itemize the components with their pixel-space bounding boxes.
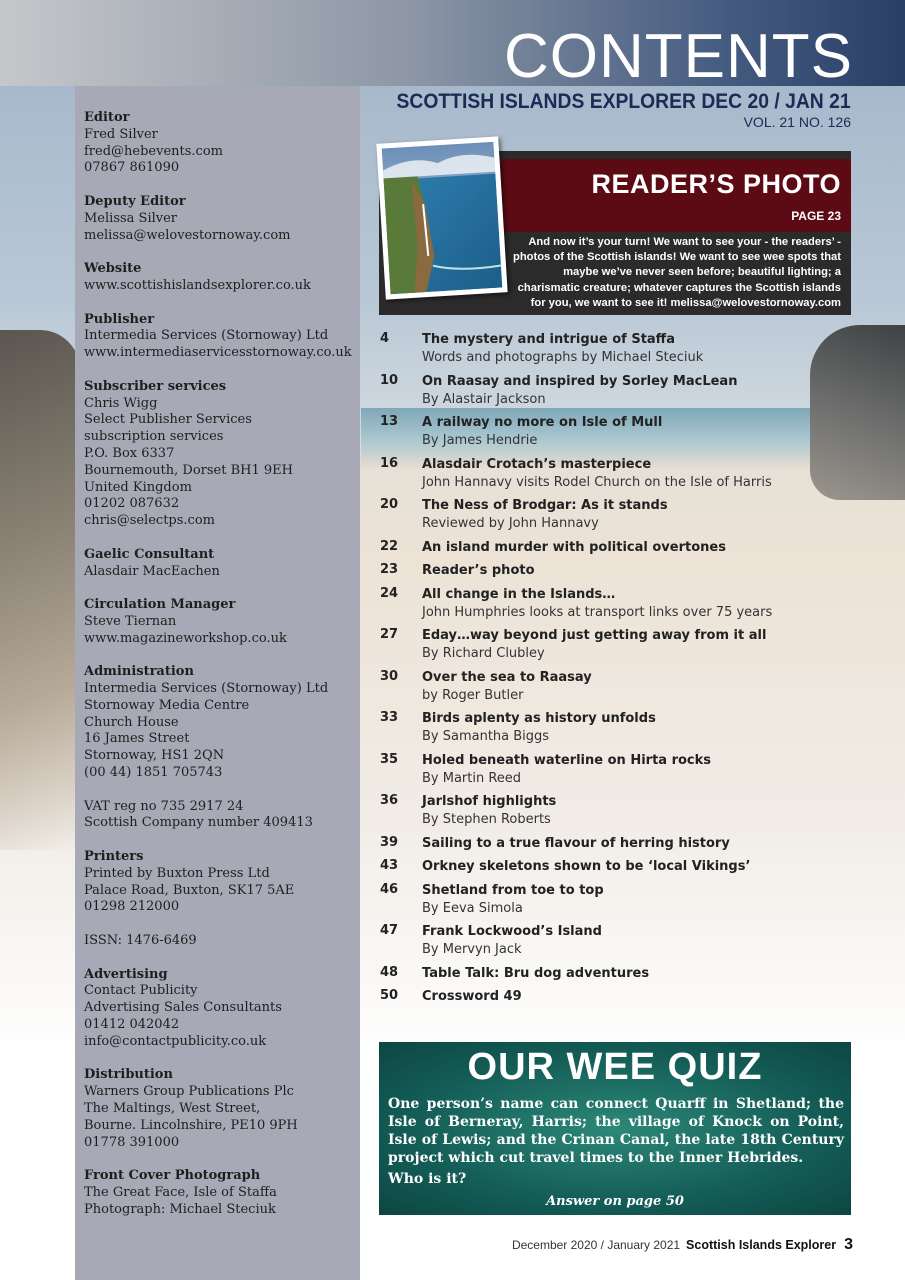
toc-title: Orkney skeletons shown to be ‘local Vikings’ — [422, 859, 751, 874]
masthead-heading: Circulation Manager — [84, 597, 236, 613]
masthead-line: fred@hebevents.com — [84, 143, 223, 159]
toc-title: Birds aplenty as history unfolds — [422, 711, 656, 726]
toc-page-number: 10 — [380, 372, 399, 388]
masthead-line: Alasdair MacEachen — [84, 563, 220, 579]
masthead-line: Printed by Buxton Press Ltd — [84, 865, 270, 881]
toc-entry — [380, 586, 850, 622]
toc-entry — [380, 752, 850, 788]
toc-title: The Ness of Brodgar: As it stands — [422, 498, 668, 513]
toc-entry — [380, 858, 850, 876]
toc-title: Eday…way beyond just getting away from it all — [422, 628, 767, 643]
masthead-line: Steve Tiernan — [84, 613, 177, 629]
masthead-list — [84, 110, 354, 1235]
masthead-block — [84, 799, 354, 833]
readers-photo-banner — [501, 159, 851, 232]
toc-title: Table Talk: Bru dog adventures — [422, 965, 650, 981]
toc-entry — [380, 497, 850, 533]
masthead-line: Bournemouth, Dorset BH1 9EH — [84, 462, 293, 478]
quiz-text: One person’s name can connect Quarff in Shetland; the Isle of Berneray, Harris; the village of Knock on Point, Isle of Lewis; and the Crinan Canal, the late 18th Century project which cut travel times to the Inner Hebrides. — [388, 1096, 844, 1166]
masthead-line: Church House — [84, 714, 179, 730]
toc-page-number: 35 — [380, 751, 399, 767]
toc-entry — [380, 965, 850, 983]
quiz-title: OUR WEE QUIZ — [467, 1046, 763, 1088]
masthead-line: Photograph: Michael Steciuk — [84, 1201, 276, 1217]
masthead-line: Fred Silver — [84, 126, 158, 142]
masthead-line: melissa@welovestornoway.com — [84, 227, 291, 243]
coastal-cliff-photo — [382, 142, 503, 295]
toc-subtitle: By Eeva Simola — [422, 900, 523, 916]
rock-left-background — [0, 330, 80, 850]
masthead-line: Advertising Sales Consultants — [84, 1000, 282, 1016]
masthead-line: 07867 861090 — [84, 160, 180, 176]
toc-title: Jarlshof highlights — [422, 794, 557, 809]
toc-entry — [380, 373, 850, 409]
masthead-heading: Editor — [84, 110, 130, 125]
toc-title: The mystery and intrigue of Staffa — [422, 332, 675, 347]
masthead-block — [84, 261, 354, 295]
toc-entry — [380, 669, 850, 705]
toc-entry — [380, 710, 850, 746]
masthead-line: www.magazineworkshop.co.uk — [84, 630, 287, 646]
masthead-line: 01298 212000 — [84, 899, 180, 915]
masthead-heading: Printers — [84, 849, 144, 865]
toc-page-number: 20 — [380, 497, 399, 512]
footer-magazine: Scottish Islands Explorer — [686, 1238, 837, 1252]
masthead-line: The Maltings, West Street, — [84, 1101, 261, 1117]
toc-page-number: 48 — [380, 964, 399, 980]
toc-entry — [380, 988, 850, 1006]
quiz-question: Who is it? — [388, 1171, 467, 1187]
masthead-line: The Great Face, Isle of Staffa — [84, 1185, 277, 1200]
volume-number: VOL. 21 NO. 126 — [743, 114, 851, 130]
quiz-panel — [379, 1042, 851, 1215]
toc-subtitle: John Hannavy visits Rodel Church on the Isle of Harris — [422, 474, 772, 490]
toc-subtitle: By James Hendrie — [422, 433, 538, 448]
readers-photo-panel — [379, 151, 851, 315]
masthead-heading: Deputy Editor — [84, 193, 186, 209]
masthead-line: Palace Road, Buxton, SK17 5AE — [84, 882, 295, 898]
masthead-line: Intermedia Services (Stornoway) Ltd — [84, 681, 329, 697]
toc-page-number: 16 — [380, 455, 399, 471]
masthead-line: 01412 042042 — [84, 1017, 180, 1033]
masthead-line: 01778 391000 — [84, 1134, 180, 1150]
toc-page-number: 33 — [380, 710, 399, 725]
masthead-heading: Website — [84, 261, 142, 277]
toc-entry — [380, 793, 850, 829]
toc-entry — [380, 627, 850, 663]
toc-entry — [380, 331, 850, 367]
issue-subtitle: SCOTTISH ISLANDS EXPLORER DEC 20 / JAN 21 — [396, 90, 851, 113]
masthead-line: www.intermediaservicesstornoway.co.uk — [84, 345, 352, 361]
toc-subtitle: by Roger Butler — [422, 687, 524, 703]
masthead-sidebar — [75, 86, 360, 1280]
masthead-block — [84, 933, 354, 950]
toc-subtitle: By Stephen Roberts — [422, 812, 551, 827]
toc-title: Sailing to a true flavour of herring history — [422, 835, 730, 851]
toc-title: On Raasay and inspired by Sorley MacLean — [422, 373, 738, 389]
table-of-contents — [380, 331, 850, 1012]
readers-photo-title: READER’S PHOTO — [591, 169, 841, 199]
toc-subtitle: Words and photographs by Michael Steciuk — [422, 350, 704, 365]
toc-entry — [380, 456, 850, 492]
toc-title: Reader’s photo — [422, 563, 535, 578]
readers-photo-image — [376, 136, 507, 299]
masthead-line: Warners Group Publications Plc — [84, 1084, 294, 1100]
masthead-heading: Administration — [84, 664, 194, 680]
page-footer — [512, 1236, 853, 1254]
toc-title: Over the sea to Raasay — [422, 669, 592, 685]
toc-page-number: 47 — [380, 923, 399, 938]
masthead-block — [84, 849, 354, 916]
masthead-line: VAT reg no 735 2917 24 — [84, 798, 244, 814]
masthead-heading: Subscriber services — [84, 378, 227, 394]
quiz-answer-ref: Answer on page 50 — [546, 1194, 684, 1209]
masthead-line: 01202 087632 — [84, 496, 180, 512]
masthead-heading: Front Cover Photograph — [84, 1168, 261, 1184]
readers-photo-text: And now it’s your turn! We want to see your - the readers’ - photos of the Scottish islands! We want to see wee spots that maybe we’ve never seen before; beautiful lighting; a charismatic creature; whatever captures the Scottish islands for you, we want to see it! melissa@welovestornoway.com — [513, 236, 841, 309]
toc-subtitle: By Martin Reed — [422, 770, 522, 786]
toc-subtitle: By Richard Clubley — [422, 646, 545, 661]
masthead-line: United Kingdom — [84, 479, 192, 495]
toc-page-number: 27 — [380, 627, 399, 642]
toc-page-number: 46 — [380, 881, 399, 897]
masthead-heading: Gaelic Consultant — [84, 546, 215, 562]
toc-entry — [380, 539, 850, 557]
masthead-block — [84, 1067, 354, 1151]
masthead-line: Intermedia Services (Stornoway) Ltd — [84, 328, 329, 344]
masthead-line: Contact Publicity — [84, 983, 198, 999]
toc-title: A railway no more on Isle of Mull — [422, 415, 663, 430]
masthead-line: www.scottishislandsexplorer.co.uk — [84, 277, 311, 293]
masthead-line: Melissa Silver — [84, 210, 178, 226]
masthead-line: Stornoway Media Centre — [84, 697, 250, 713]
toc-page-number: 4 — [380, 331, 390, 346]
masthead-line: ISSN: 1476-6469 — [84, 933, 197, 949]
masthead-line: Chris Wigg — [84, 395, 158, 411]
toc-page-number: 24 — [380, 585, 399, 601]
toc-entry — [380, 923, 850, 959]
toc-subtitle: Reviewed by John Hannavy — [422, 516, 599, 531]
masthead-line: chris@selectps.com — [84, 513, 215, 529]
masthead-block — [84, 1168, 354, 1218]
toc-title: An island murder with political overtones — [422, 539, 726, 555]
page-number: 3 — [844, 1236, 853, 1253]
toc-entry — [380, 835, 850, 853]
masthead-block — [84, 379, 354, 530]
masthead-block — [84, 194, 354, 244]
toc-entry — [380, 414, 850, 450]
footer-date: December 2020 / January 2021 — [511, 1238, 681, 1252]
toc-title: Frank Lockwood’s Island — [422, 924, 602, 939]
toc-title: All change in the Islands… — [422, 586, 616, 602]
masthead-block — [84, 547, 354, 581]
toc-entry — [380, 562, 850, 580]
toc-entry — [380, 882, 850, 918]
toc-title: Holed beneath waterline on Hirta rocks — [422, 752, 712, 768]
masthead-heading: Publisher — [84, 311, 155, 327]
toc-title: Shetland from toe to top — [422, 882, 604, 898]
toc-page-number: 50 — [380, 988, 399, 1003]
masthead-line: Select Publisher Services — [84, 412, 252, 428]
masthead-heading: Distribution — [84, 1067, 173, 1083]
toc-page-number: 30 — [380, 668, 399, 684]
toc-page-number: 36 — [380, 793, 399, 808]
toc-title: Alasdair Crotach’s masterpiece — [422, 456, 652, 472]
masthead-line: Bourne. Lincolnshire, PE10 9PH — [84, 1117, 298, 1133]
masthead-line: (00 44) 1851 705743 — [84, 765, 223, 781]
readers-photo-page: PAGE 23 — [791, 209, 841, 223]
masthead-line: subscription services — [84, 429, 224, 445]
toc-title: Crossword 49 — [422, 989, 522, 1004]
masthead-line: 16 James Street — [84, 731, 190, 747]
toc-page-number: 22 — [380, 538, 399, 554]
masthead-heading: Advertising — [84, 966, 168, 982]
toc-page-number: 43 — [380, 858, 399, 873]
masthead-line: info@contactpublicity.co.uk — [84, 1033, 267, 1049]
masthead-line: P.O. Box 6337 — [84, 445, 175, 461]
toc-subtitle: By Mervyn Jack — [422, 942, 522, 957]
masthead-block — [84, 664, 354, 782]
masthead-line: Scottish Company number 409413 — [84, 815, 313, 831]
toc-page-number: 13 — [380, 414, 399, 429]
masthead-block — [84, 110, 354, 177]
masthead-line: Stornoway, HS1 2QN — [84, 748, 225, 764]
masthead-block — [84, 597, 354, 647]
page-title: CONTENTS — [504, 22, 853, 91]
masthead-block — [84, 312, 354, 362]
masthead-block — [84, 967, 354, 1051]
toc-page-number: 23 — [380, 562, 399, 577]
toc-subtitle: John Humphries looks at transport links over 75 years — [422, 604, 773, 620]
toc-subtitle: By Samantha Biggs — [422, 729, 550, 744]
toc-page-number: 39 — [380, 834, 399, 850]
toc-subtitle: By Alastair Jackson — [422, 391, 546, 407]
